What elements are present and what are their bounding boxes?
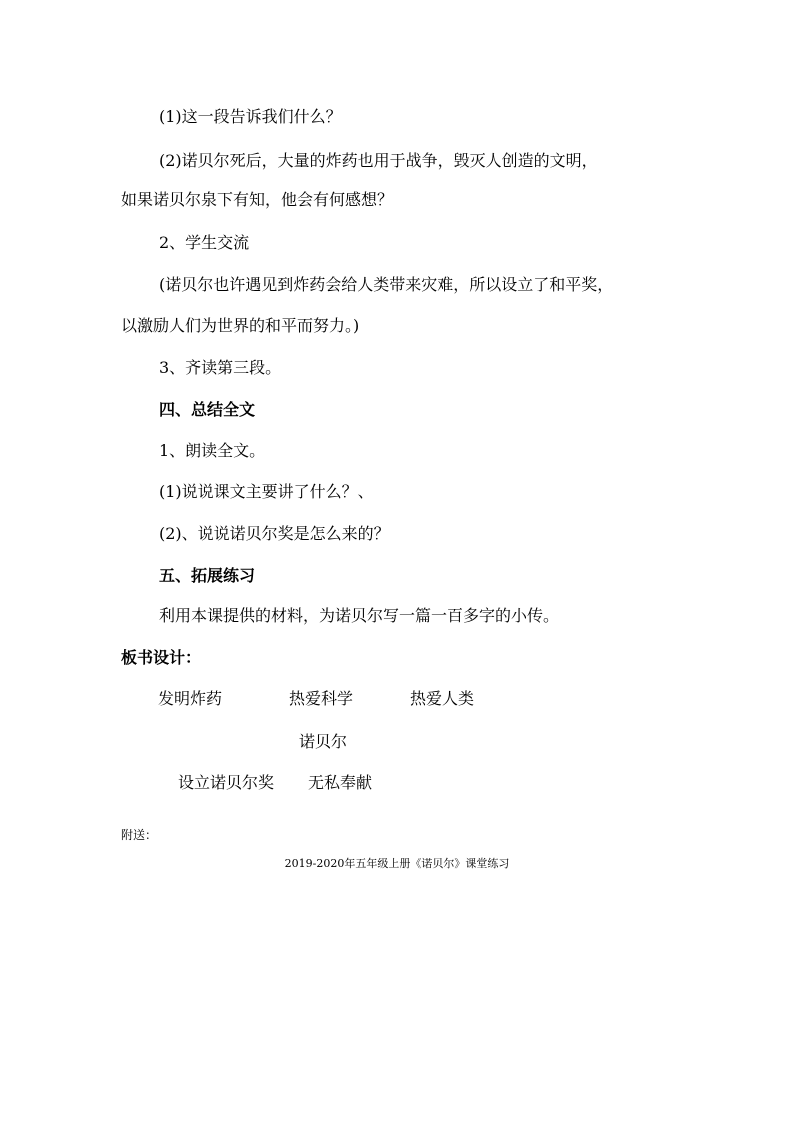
paragraph-read-aloud: 1、朗读全文。 [159,441,266,460]
paragraph-summary-q2: (2)、说说诺贝尔奖是怎么来的？ [159,524,390,543]
board-design-heading: 板书设计： [121,648,202,667]
paragraph-exchange: (诺贝尔也许遇见到炸药会给人类带来灾难，所以设立了和平奖， [159,275,614,294]
appendix-label: 附送： [121,828,158,842]
paragraph-step-3: 3、齐读第三段。 [159,358,282,377]
board-item-love-science: 热爱科学 [289,689,354,708]
board-item-invent-explosive: 发明炸药 [158,689,223,708]
paragraph-question-1: (1)这一段告诉我们什么？ [159,107,342,126]
board-item-establish-prize: 设立诺贝尔奖 [178,773,275,792]
board-item-nobel: 诺贝尔 [299,732,348,751]
paragraph-question-2: (2)诺贝尔死后，大量的炸药也用于战争，毁灭人创造的文明， [159,151,598,170]
section-heading-extension: 五、拓展练习 [159,566,256,585]
paragraph-question-2-cont: 如果诺贝尔泉下有知，他会有何感想？ [121,190,394,209]
board-item-selfless: 无私奉献 [308,773,373,792]
paragraph-summary-q1: (1)说说课文主要讲了什么？、 [159,482,374,501]
paragraph-extension-task: 利用本课提供的材料，为诺贝尔写一篇一百多字的小传。 [159,606,560,625]
appendix-title: 2019-2020年五年级上册《诺贝尔》课堂练习 [284,857,510,870]
paragraph-exchange-cont: 以激励人们为世界的和平而努力。) [121,316,360,335]
paragraph-step-2: 2、学生交流 [159,233,250,252]
section-heading-summary: 四、总结全文 [159,400,256,419]
board-item-love-humanity: 热爱人类 [410,689,475,708]
